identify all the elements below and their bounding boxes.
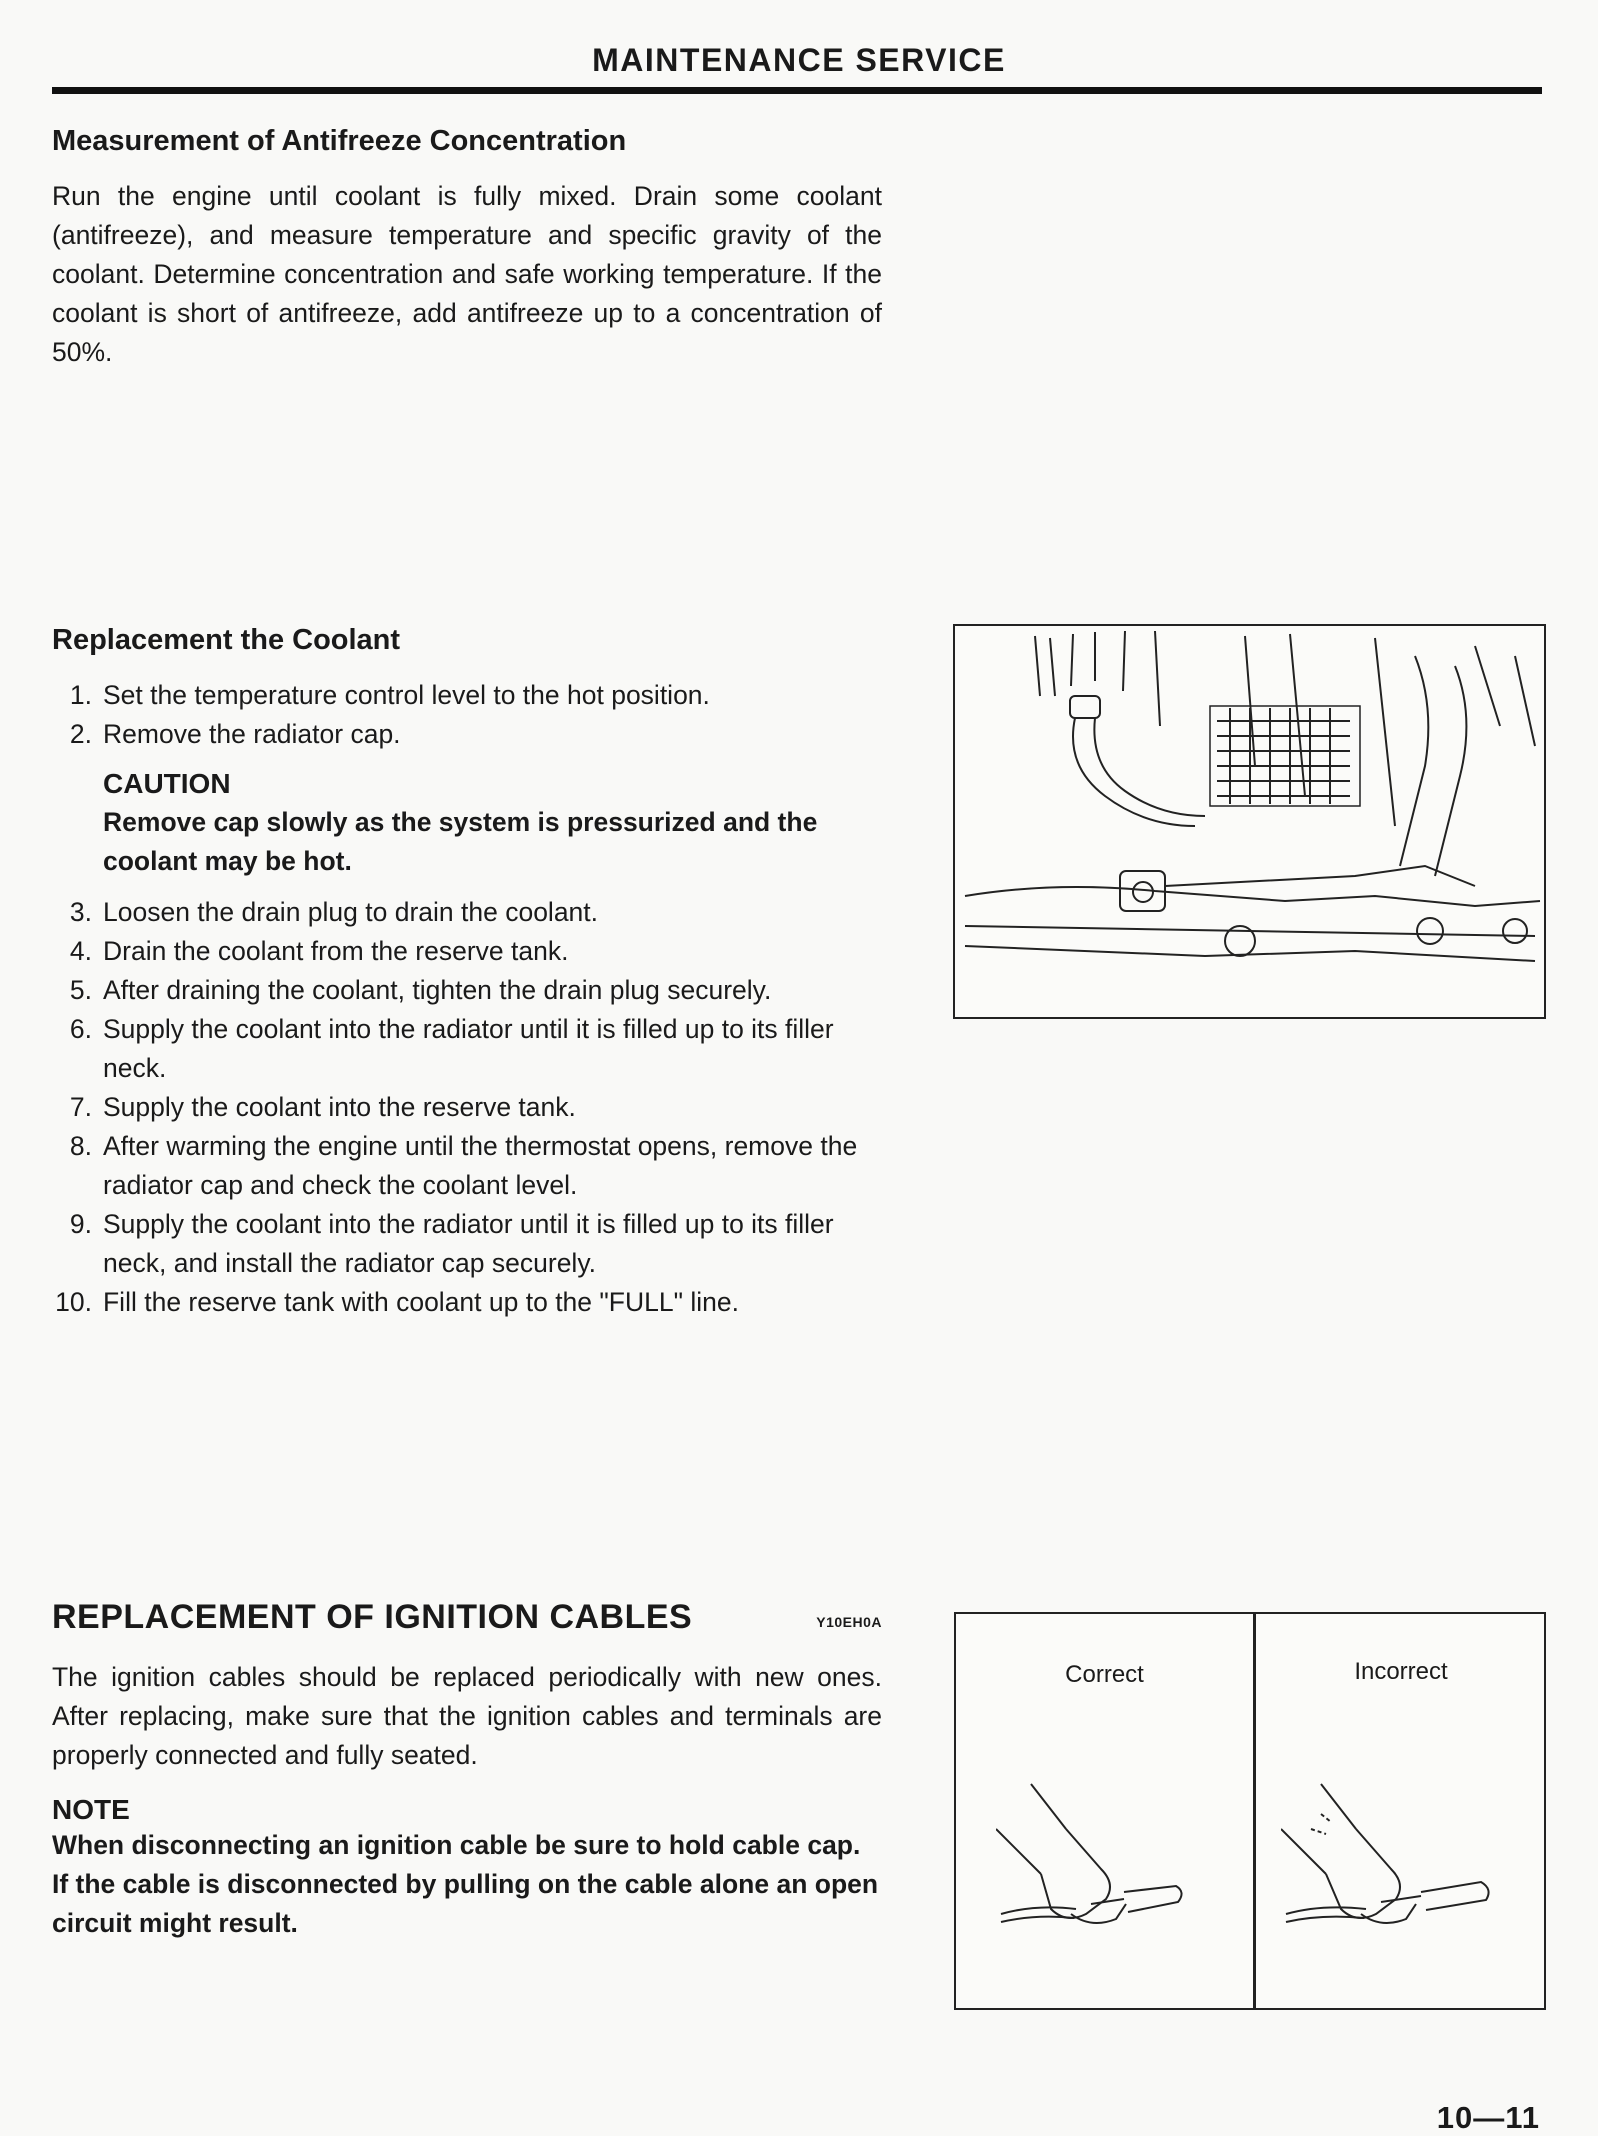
step-text: After warming the engine until the thermostat opens, remove the radiator cap and check the coolant level.	[103, 1131, 858, 1200]
caution-title: CAUTION	[103, 768, 231, 799]
figure-cable-handling	[954, 1612, 1546, 2010]
step-text: Loosen the drain plug to drain the coolant.	[103, 897, 599, 927]
step-text: Fill the reserve tank with coolant up to the "FULL" line.	[103, 1287, 739, 1317]
header-rule	[52, 87, 1542, 94]
step-number: 8.	[69, 1131, 92, 1161]
antifreeze-paragraph	[52, 177, 882, 372]
step-item	[52, 1205, 882, 1283]
section-title-coolant: Replacement the Coolant	[52, 624, 401, 656]
step-text: Supply the coolant into the reserve tank.	[103, 1092, 576, 1122]
figure-radiator-drain	[953, 624, 1546, 1019]
step-text: After draining the coolant, tighten the drain plug securely.	[103, 975, 772, 1005]
step-item	[52, 1127, 882, 1205]
panel-incorrect	[1256, 1658, 1546, 1686]
step-number: 4.	[69, 936, 92, 966]
step-text: Supply the coolant into the radiator until it is filled up to its filler neck.	[103, 1014, 834, 1083]
step-text: Supply the coolant into the radiator until it is filled up to its filler neck, and install the radiator cap securely.	[103, 1209, 834, 1278]
note-title: NOTE	[52, 1794, 130, 1825]
ignition-paragraph	[52, 1658, 882, 1775]
step-number: 2.	[69, 719, 92, 749]
step-number: 5.	[69, 975, 92, 1005]
section-coolant-replacement	[52, 624, 882, 1322]
section-ignition-cables	[52, 1598, 882, 1943]
step-number: 10.	[55, 1287, 92, 1317]
step-item	[52, 676, 882, 715]
page-number: 10—11	[1436, 2100, 1540, 2135]
step-number: 7.	[69, 1092, 92, 1122]
step-item	[52, 971, 882, 1010]
note-block	[52, 1794, 882, 1943]
step-number: 9.	[69, 1209, 92, 1239]
step-text: Remove the radiator cap.	[103, 719, 401, 749]
panel-correct	[956, 1661, 1253, 1689]
step-number: 6.	[69, 1014, 92, 1044]
hand-holding-cap-illustration	[996, 1774, 1216, 1944]
label-incorrect: Incorrect	[1354, 1658, 1448, 1685]
step-item	[52, 715, 882, 754]
step-number: 3.	[69, 897, 92, 927]
steps-list-b	[52, 893, 882, 1322]
radiator-drain-illustration	[955, 626, 1543, 1016]
step-text: Drain the coolant from the reserve tank.	[103, 936, 569, 966]
page-header-title: MAINTENANCE SERVICE	[592, 42, 1006, 78]
note-text: When disconnecting an ignition cable be sure to hold cable cap. If the cable is disconnected by pulling on the cable alone an open circuit might result.	[52, 1830, 879, 1938]
step-item	[52, 1283, 882, 1322]
step-item	[52, 893, 882, 932]
step-item	[52, 1088, 882, 1127]
step-number: 1.	[69, 680, 92, 710]
caution-text: Remove cap slowly as the system is pressurized and the coolant may be hot.	[103, 807, 818, 876]
hand-pulling-cable-illustration	[1281, 1774, 1511, 1944]
step-item	[52, 932, 882, 971]
step-item	[52, 1010, 882, 1088]
steps-list-a	[52, 676, 882, 754]
ignition-text: The ignition cables should be replaced periodically with new ones. After replacing, make sure that the ignition cables and terminals are properly connected and fully seated.	[52, 1662, 882, 1770]
antifreeze-text: Run the engine until coolant is fully mixed. Drain some coolant (antifreeze), and measure temperature and specific gravity of the coolant. Determine concentration and safe working temperature. If the coolant is short of antifreeze, add antifreeze up to a concentration of 50%.	[52, 181, 882, 367]
step-text: Set the temperature control level to the hot position.	[103, 680, 710, 710]
caution-block	[52, 764, 882, 881]
label-correct: Correct	[1065, 1661, 1144, 1688]
section-antifreeze	[52, 125, 882, 372]
section-title-antifreeze: Measurement of Antifreeze Concentration	[52, 125, 627, 157]
section-code: Y10EH0A	[816, 1614, 882, 1630]
section-title-ignition: REPLACEMENT OF IGNITION CABLES	[52, 1598, 693, 1636]
